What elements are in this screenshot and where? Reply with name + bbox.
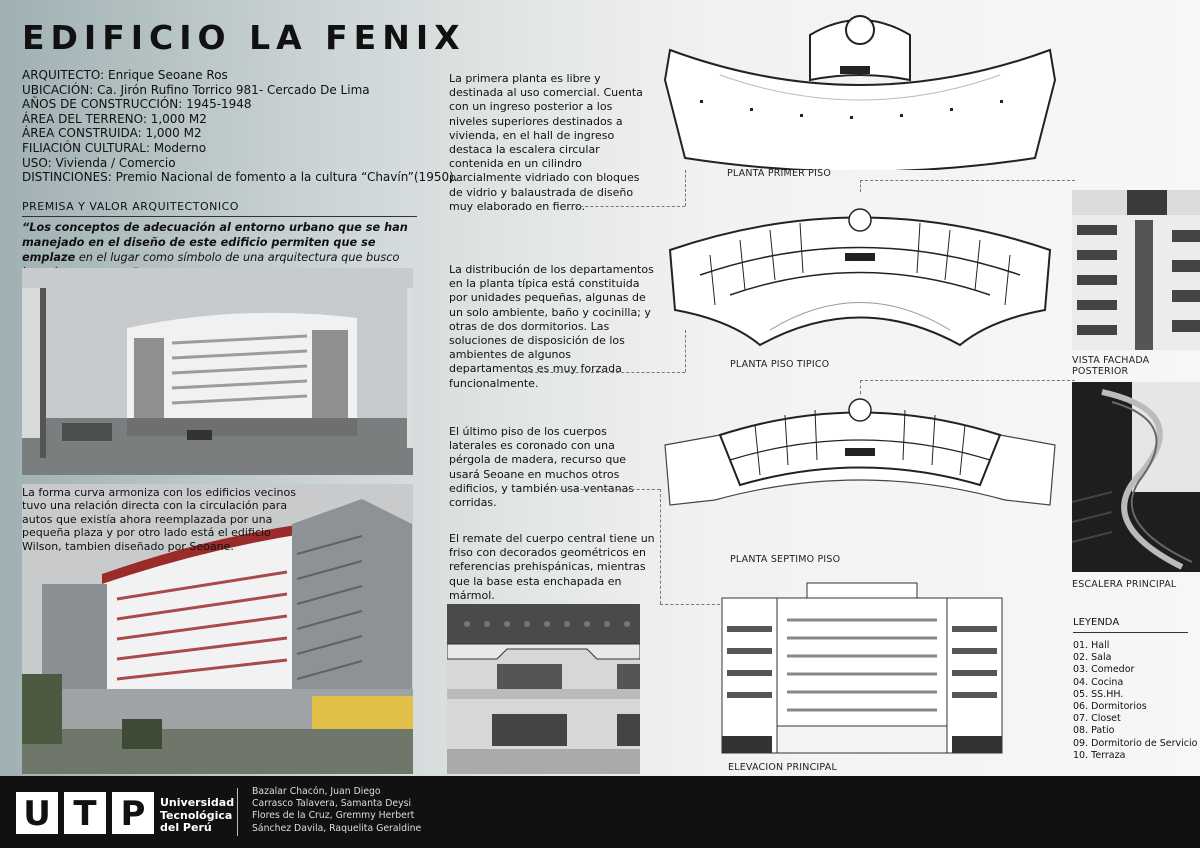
rear-facade-photo xyxy=(1072,190,1200,350)
elevation-drawing xyxy=(717,578,1007,758)
caption-seventh-floor: PLANTA SEPTIMO PISO xyxy=(730,554,841,565)
info-awards: DISTINCIONES: Premio Nacional de fomento a la cultura “Chavín”(1950). xyxy=(22,170,458,185)
logo-letter-t: T xyxy=(64,792,106,834)
legend-item: 01. Hall xyxy=(1073,640,1110,651)
legend-item: 06. Dormitorios xyxy=(1073,701,1147,713)
info-filiation: FILIACIÓN CULTURAL: Moderno xyxy=(22,140,207,155)
legend-item: 02. Sala xyxy=(1073,652,1112,664)
legend-item: 05. SS.HH. xyxy=(1073,688,1124,700)
logo-letter-u: U xyxy=(16,792,58,834)
legend-heading: LEYENDA xyxy=(1073,617,1188,633)
legend-item: 08. Patio xyxy=(1073,725,1115,737)
legend-item: 03. Comedor xyxy=(1073,664,1135,676)
frieze-detail-photo xyxy=(447,604,640,774)
leader-line xyxy=(545,489,660,490)
legend-item: 10. Terraza xyxy=(1073,749,1126,761)
leader-line xyxy=(860,180,861,192)
paragraph-typical-floor: La distribución de los departamentos en la planta típica está constituida por unidades pequeñas, algunas de un solo ambiente, baño y cocinilla; y otras de dos dormitorios. Las soluciones de disposición de los ambientes de algunos departamentos es muy forzada funcionalmente. xyxy=(449,263,654,390)
paragraph-first-floor: La primera planta es libre y destinada al uso comercial. Cuenta con un ingreso posterior a los niveles superiores destinados a vivienda, en el hall de ingreso destaca la escalera circular contenida en un cilindro parcialmente vidriado con bloques de vidrio y balaustrada de diseño muy elaborado en fierro. xyxy=(449,72,643,213)
caption-elevation: ELEVACION PRINCIPAL xyxy=(728,762,837,773)
info-years: AÑOS DE CONSTRUCCIÓN: 1945-1948 xyxy=(22,97,252,112)
legend-list xyxy=(1073,640,1197,762)
historic-photo xyxy=(22,268,413,475)
premisa-quote: “Los conceptos de adecuación al entorno urbano que se han manejado en el diseño de este edificio permiten que se emplaze en el lugar como símbolo de una arquitectura que busco xyxy=(22,221,408,264)
legend-item: 04. Cocina xyxy=(1073,676,1124,688)
info-built-area: ÁREA CONSTRUIDA: 1,000 M2 xyxy=(22,126,202,141)
curve-description: La forma curva armoniza con los edificios vecinos tuvo una relación directa con la circulación para autos que existía ahora reemplazada por una pequeña plaza y por otro lado está el edificio Wilson, tambien diseñado por Seoane. xyxy=(22,486,296,553)
plan-seventh-floor xyxy=(660,390,1060,550)
leader-line xyxy=(860,180,1075,181)
leader-line xyxy=(860,380,1075,381)
university-name: Universidad Tecnológica del Perú xyxy=(160,796,235,834)
plan-typical-floor xyxy=(660,195,1060,355)
caption-main-stair: ESCALERA PRINCIPAL xyxy=(1072,579,1177,590)
caption-rear-facade: VISTA FACHADA POSTERIOR xyxy=(1072,355,1150,377)
paragraph-seventh-floor: El último piso de los cuerpos laterales es coronado con una pérgola de madera, recurso que usará Seoane en muchos otros edificios, y también usa ventanas corridas. xyxy=(449,425,635,510)
legend-item: 07. Closet xyxy=(1073,713,1121,725)
info-use: USO: Vivienda / Comercio xyxy=(22,155,176,170)
premisa-heading: PREMISA Y VALOR ARQUITECTONICO xyxy=(22,200,417,217)
main-stair-photo xyxy=(1072,382,1200,572)
authors-list xyxy=(252,786,421,835)
page-title: EDIFICIO LA FENIX xyxy=(22,18,466,57)
caption-first-floor: PLANTA PRIMER PISO xyxy=(727,168,832,179)
paragraph-elevation: El remate del cuerpo central tiene un friso con decorados geométricos en referencias prehispánicas, mientras que la base esta enchapada en mármol. xyxy=(449,532,655,602)
info-land-area: ÁREA DEL TERRENO: 1,000 M2 xyxy=(22,111,207,126)
leader-line xyxy=(660,604,720,605)
footer-divider xyxy=(237,788,238,836)
footer xyxy=(0,776,1200,848)
author: Sánchez Davila, Raquelita Geraldine xyxy=(252,822,422,834)
plan-first-floor xyxy=(660,10,1060,170)
info-architect: ARQUITECTO: Enrique Seoane Ros xyxy=(22,68,228,82)
info-location: UBICACIÓN: Ca. Jirón Rufino Torrico 981- Cercado De Lima xyxy=(22,82,370,97)
leader-line xyxy=(520,372,685,373)
author: Carrasco Talavera, Samanta Deysi xyxy=(252,798,412,810)
building-info xyxy=(22,68,458,185)
caption-typical-floor: PLANTA PISO TIPICO xyxy=(730,359,830,370)
author: Flores de la Cruz, Gremmy Herbert xyxy=(252,810,415,822)
author: Bazalar Chacón, Juan Diego xyxy=(252,786,381,797)
logo-letter-p: P xyxy=(112,792,154,834)
legend-item: 09. Dormitorio de Servicio xyxy=(1073,737,1198,749)
